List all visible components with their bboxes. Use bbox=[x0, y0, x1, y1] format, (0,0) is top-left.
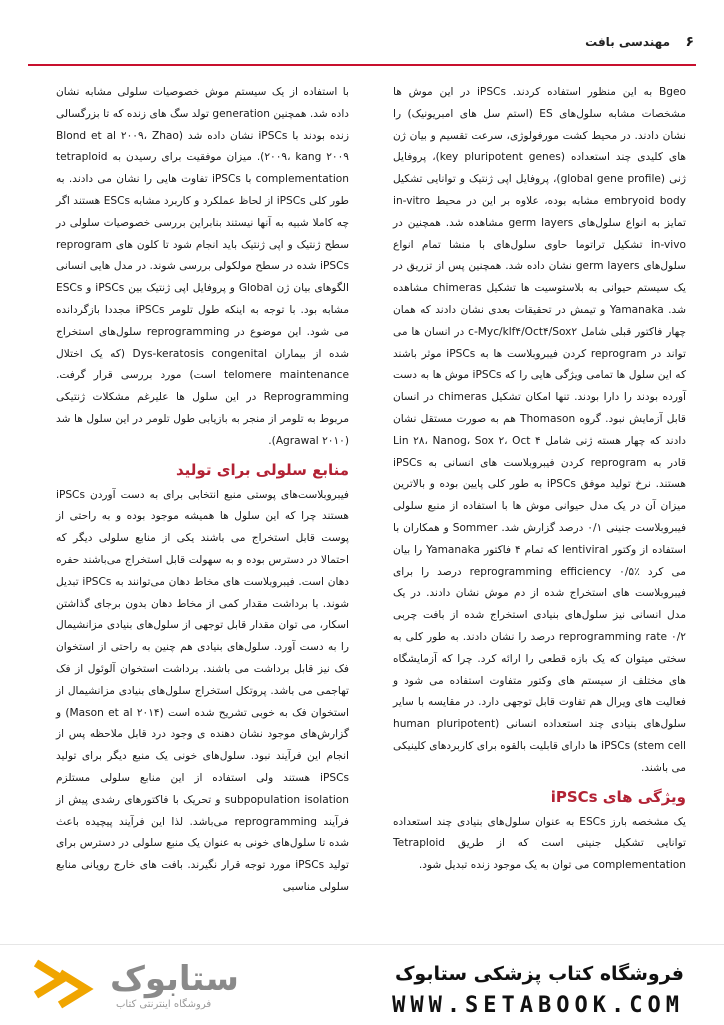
page-number: ۶ bbox=[685, 34, 694, 50]
logo-wordmark: ستابوک bbox=[110, 959, 239, 999]
page-header bbox=[30, 34, 694, 56]
right-column bbox=[393, 82, 686, 877]
setabook-logo bbox=[30, 959, 270, 1015]
website-link[interactable]: WWW.SETABOOK.COM bbox=[392, 993, 684, 1018]
left-column bbox=[56, 82, 349, 899]
paragraph: یک مشخصه بارز ESCs به عنوان سلول‌های بنیادی چند استعداده توانایی تشکیل جنینی است که از طریق Tetraploid complementation می توان به یک موجود زنده تبدیل شود. bbox=[393, 815, 686, 872]
section-heading-ipscs-features: ویژگی های iPSCs bbox=[550, 787, 686, 806]
running-title: مهندسی بافت bbox=[585, 35, 670, 49]
paragraph: Bgeo به این منظور استفاده کردند. iPSCs در این موش ها مشخصات مشابه سلول‌های ES (استم سل های امبریونیک) را نشان دادند. در محیط کشت مورفولوژی، سرعت تقسیم و بیان ژن های کلیدی چند استعداده (key pluripotent genes)، پروفایل ژنی (global gene profile)، پروفایل اپی ژنتیک و توانایی تشکیل embryoid body مشابه بوده، علاوه بر این در محیط in-vitro تمایز به انواع سلول‌های germ layers مشاهده شد. همچنین در in-vivo تشکیل تراتوما حاوی سلول‌های با منشا تمام انواع سلول‌های germ layers نشان داده شد. همچنین پس از تزریق در یک سیستم حیوانی به بلاستوسیت ها تشکیل chimeras مشاهده شد. Yamanaka و تیمش در تحقیقات بعدی نشان دادند که همان چهار فاکتور قبلی شامل c-Myc/klf۴/Oct۴/Sox۲ در انسان ها می تواند در reprogram کردن فیبروبلاست ها به iPSCs موثر باشند که این سلول ها تمامی ویژگی هایی را که iPSCs موش ها به دست آورده بودند را دارا بودند. تنها امکان تشکیل chimeras در انسان قابل آزمایش نبود. گروه Thomason هم به صورت مستقل نشان دادند که چهار هسته ژنی شامل Lin ۲۸، Nanog، Sox ۲، Oct ۴ قادر به reprogram کردن فیبروبلاست های انسانی به iPSCs هستند. نرخ تولید موفق iPSCs به طور کلی پایین بوده و بالاترین میزان آن در یک مدل حیوانی موش ها با استفاده از منبع سلولی فیبروبلاست جنینی ۰/۱ درصد گزارش شد. Sommer و همکاران با استفاده از وکتور lentiviral که تمام ۴ فاکتور Yamanaka را بیان می کرد reprogramming efficiency ۰/۵٪ درصد را برای فیبروبلاست های استخراج شده از دم موش نشان دادند. در یک مدل انسانی نیز سلول‌های بنیادی استخراج شده از بافت چربی reprogramming rate ۰/۲ درصد را نشان دادند. به طور کلی به سختی میتوان که یک بازه قطعی را ارائه کرد. چرا که آزمایشگاه های مختلف از سیستم های وکتور متفاوت استفاده می شود و فعالیت های ویرال هم تفاوت قابل توجهی دارد. در مقایسه با سایر سلول‌های بنیادی چند استعداده انسانی (human pluripotent stem cell) iPSCs ها دارای قابلیت بالقوه برای کاربردهای کلینیکی می باشند. bbox=[393, 86, 687, 774]
paragraph: با استفاده از یک سیستم موش خصوصیات سلولی مشابه نشان داده شد. همچنین generation تولد سگ های زنده که تا بزرگسالی زنده بودند با iPSCs نشان داده شد (Blond et al ۲۰۰۹، Zhao ۲۰۰۹، kang ۲۰۰۹). میزان موفقیت برای رسیدن به tetraploid complementation با iPSCs تفاوت هایی را نشان می دادند. به طور کلی iPSCs از لحاظ عملکرد و کاربرد مشابه ESCs هستند اگر چه کاملا شبیه به آنها نیستند بنابراین بررسی خصوصیات سلولی در سطح ژنتیک و اپی ژنتیک باید انجام شود تا کلون های reprogram iPSCs شده در سطح مولکولی بررسی شوند. در مدل هایی انسانی الگوهای بیان ژن Global و پروفایل اپی ژنتیک بین iPSCs و ESCs مشابه بود. با توجه به اینکه طول تلومر iPSCs مجددا بازگردانده می شود. این موضوع در reprogramming سلول‌های استخراج شده از بیماران Dys-keratosis congenital (که یک اختلال telomere maintenance است) مورد بررسی قرار گرفت. Reprogramming در این سلول ها علیرغم مشکلات ژنتیکی مربوط به تلومر از منجر به بازیابی طول تلومر در این سلول ها شد (Agrawal ۲۰۱۰). bbox=[56, 86, 350, 447]
paragraph: فیبروبلاست‌های پوستی منبع انتخابی برای به دست آوردن iPSCs هستند چرا که این سلول ها همیشه موجود بوده و به راحتی از پوست قابل استخراج می باشند یکی از منابع سلولی دیگر که احتمالا در دسترس بوده و به سهولت قابل استخراج می‌باشند حفره دهان است. فیبروبلاست های مخاط دهان می‌توانند به iPSCs تبدیل شوند. با برداشت مقدار کمی از مخاط دهان بدون برجای گذاشتن اسکار، می توان مقدار قابل توجهی از سلول‌های بنیادی مزانشیمال را به دست آورد. سلول‌های بنیادی هم چنین به راحتی از استخوان فک نیز قابل برداشت می باشند. برداشت استخوان آلوئول از فک تهاجمی می باشد. پروتکل استخراج سلول‌های بنیادی مزانشیمال از استخوان فک به خوبی تشریح شده است (Mason et al ۲۰۱۴) و گزارش‌های موجود نشان دهنده ی وجود درد قابل ملاحظه پس از انجام این فرآیند نبود. سلول‌های خونی یک منبع دیگر برای تولید iPSCs هستند ولی استفاده از این منابع سلولی مستلزم subpopulation isolation و تحریک با فاکتورهای رشدی پیش از فرآیند reprogramming می‌باشد. لذا این فرآیند پیچیده باعث شده تا سلول‌های خونی به عنوان یک منبع سلولی در دسترس برای تولید iPSCs مورد توجه قرار نگیرند. بافت های خارج رویانی منابع سلولی مناسبی bbox=[56, 488, 350, 893]
section-heading-cell-sources: منابع سلولی برای تولید bbox=[176, 460, 349, 479]
header-divider bbox=[28, 64, 696, 66]
footer-banner bbox=[0, 944, 724, 1025]
chevron-logo-icon bbox=[30, 959, 106, 1015]
logo-subtitle: فروشگاه اینترنتی کتاب bbox=[116, 999, 212, 1010]
shop-name: فروشگاه کتاب پزشکی ستابوک bbox=[394, 963, 684, 985]
